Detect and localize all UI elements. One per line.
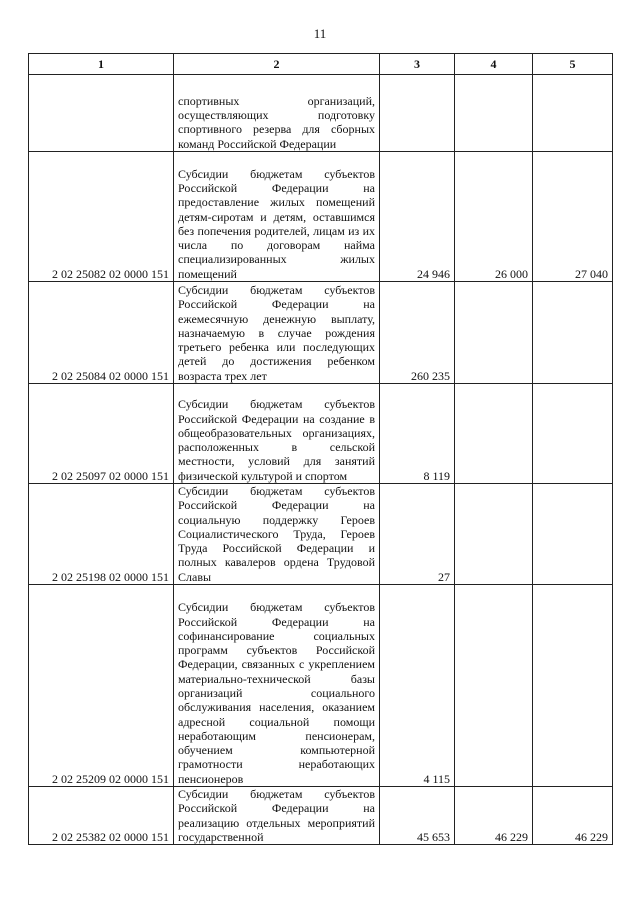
row-value-col3	[380, 75, 455, 152]
row-description: Субсидии бюджетам субъектов Российской Федерации на ежемесячную денежную выплату, назначаемую в случае рождения третьего ребенка или последующих детей до достижения ребенком возраста трех лет	[174, 282, 380, 384]
row-code: 2 02 25382 02 0000 151	[29, 787, 174, 845]
row-value-col4: 46 229	[455, 787, 533, 845]
row-value-col5	[533, 75, 613, 152]
row-description: Субсидии бюджетам субъектов Российской Федерации на создание в общеобразовательных организациях, расположенных в сельской местности, условий для занятий физической культурой и спортом	[174, 384, 380, 484]
column-header-2: 2	[174, 54, 380, 75]
row-value-col5	[533, 484, 613, 585]
row-value-col3: 260 235	[380, 282, 455, 384]
row-value-col4: 26 000	[455, 152, 533, 282]
row-description: Субсидии бюджетам субъектов Российской Федерации на предоставление жилых помещений детям-сиротам и детям, оставшимся без попечения родителей, лицам из их числа по договорам найма специализированных жилых помещений	[174, 152, 380, 282]
row-value-col3: 27	[380, 484, 455, 585]
column-header-4: 4	[455, 54, 533, 75]
row-value-col4	[455, 585, 533, 787]
table-row	[29, 787, 613, 845]
row-value-col3: 4 115	[380, 585, 455, 787]
row-code: 2 02 25209 02 0000 151	[29, 585, 174, 787]
row-value-col3: 8 119	[380, 384, 455, 484]
row-code: 2 02 25084 02 0000 151	[29, 282, 174, 384]
page-number: 11	[313, 26, 327, 41]
row-description: Субсидии бюджетам субъектов Российской Федерации на софинансирование социальных программ субъектов Российской Федерации, связанных с укреплением материально-технической базы организаций социального обслуживания населения, оказанием адресной социальной помощи неработающим пенсионерам, обучением компьютерной грамотности неработающих пенсионеров	[174, 585, 380, 787]
table-row	[29, 152, 613, 282]
row-value-col4	[455, 75, 533, 152]
row-value-col5	[533, 282, 613, 384]
row-value-col3: 24 946	[380, 152, 455, 282]
column-header-1: 1	[29, 54, 174, 75]
row-code	[29, 75, 174, 152]
table-row	[29, 585, 613, 787]
row-value-col5: 27 040	[533, 152, 613, 282]
row-value-col5: 46 229	[533, 787, 613, 845]
row-description: спортивных организаций, осуществляющих подготовку спортивного резерва для сборных команд Российской Федерации	[174, 75, 380, 152]
budget-table	[28, 53, 613, 845]
row-description: Субсидии бюджетам субъектов Российской Федерации на реализацию отдельных мероприятий государственной	[174, 787, 380, 845]
row-description: Субсидии бюджетам субъектов Российской Федерации на социальную поддержку Героев Социалистического Труда, Героев Труда Российской Федерации и полных кавалеров ордена Трудовой Славы	[174, 484, 380, 585]
table-row	[29, 484, 613, 585]
row-value-col4	[455, 484, 533, 585]
table-row	[29, 384, 613, 484]
row-value-col3: 45 653	[380, 787, 455, 845]
row-code: 2 02 25082 02 0000 151	[29, 152, 174, 282]
row-value-col4	[455, 282, 533, 384]
row-value-col4	[455, 384, 533, 484]
header-row	[29, 54, 613, 75]
table-row	[29, 75, 613, 152]
table-row	[29, 282, 613, 384]
column-header-3: 3	[380, 54, 455, 75]
row-code: 2 02 25097 02 0000 151	[29, 384, 174, 484]
column-header-5: 5	[533, 54, 613, 75]
row-value-col5	[533, 585, 613, 787]
row-value-col5	[533, 384, 613, 484]
row-code: 2 02 25198 02 0000 151	[29, 484, 174, 585]
